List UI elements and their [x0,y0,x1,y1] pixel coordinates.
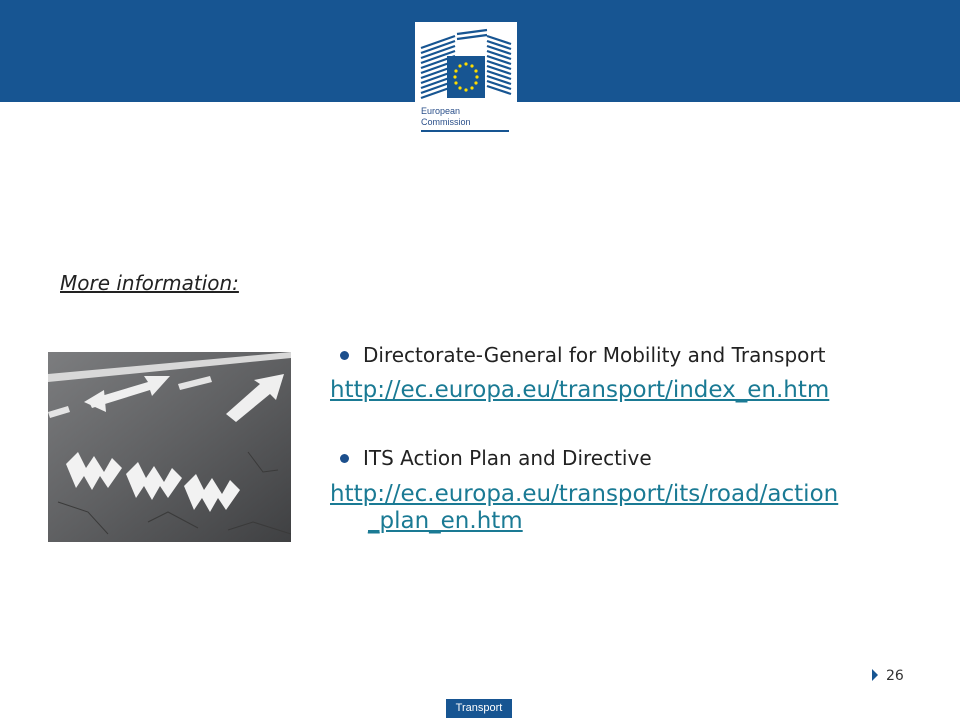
bullet-item-its-action-plan [340,446,652,470]
page-number-value: 26 [886,668,904,684]
logo-text [421,106,471,128]
road-www-arrows-image [48,352,291,542]
more-info-heading: More information: [60,271,239,295]
logo-underline [421,130,509,132]
bullet-dot-icon [340,454,349,463]
berlaymont-building-icon [415,22,517,106]
arrow-right-icon [872,669,878,681]
link-its-action-plan-line2[interactable]: _plan_en.htm [368,508,523,534]
bullet-dot-icon [340,351,349,360]
bullet-label: ITS Action Plan and Directive [363,446,652,470]
bullet-item-dg-move [340,343,825,367]
bullet-label: Directorate-General for Mobility and Transport [363,343,826,367]
logo-line1: European [421,106,461,116]
page-number [872,668,904,684]
link-its-action-plan-line1[interactable]: http://ec.europa.eu/transport/its/road/action [330,481,839,507]
link-transport-index[interactable]: http://ec.europa.eu/transport/index_en.htm [330,377,830,403]
section-tag: Transport [446,699,512,718]
european-commission-logo [415,22,517,134]
logo-line2: Commission [421,117,471,127]
